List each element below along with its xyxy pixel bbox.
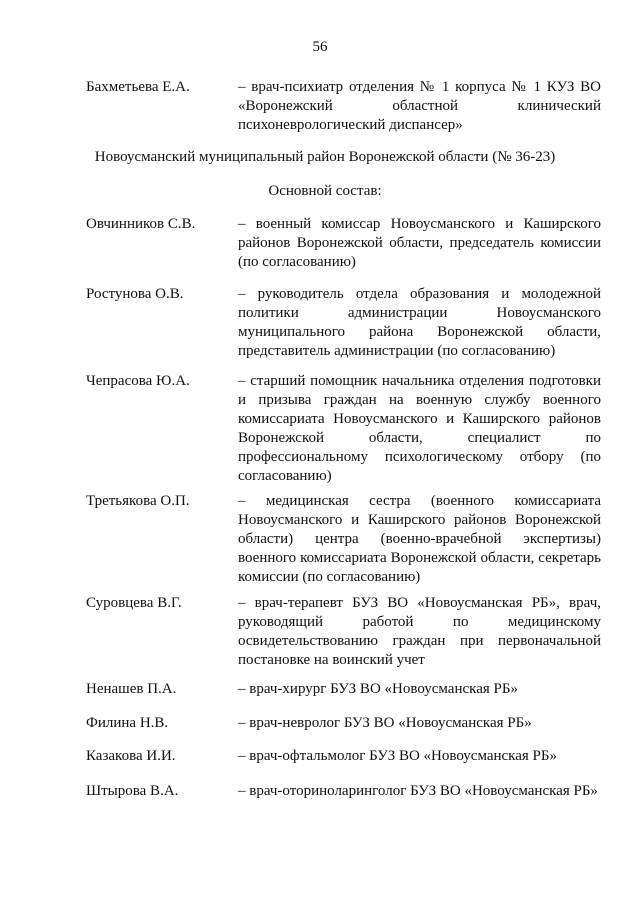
member-role: – врач-невролог БУЗ ВО «Новоусманская РБ»	[238, 715, 532, 731]
member-name: Овчинников С.В.	[86, 216, 196, 232]
member-role: – врач-хирург БУЗ ВО «Новоусманская РБ»	[238, 681, 518, 697]
member-name: Казакова И.И.	[86, 748, 176, 764]
member-role: – врач-оториноларинголог БУЗ ВО «Новоусманская РБ»	[238, 783, 598, 799]
member-role: – старший помощник начальника отделения подготовки и призыва граждан на военную службу военного комиссариата Новоусманского и Каширского районов Воронежской области, специалист по профессиональному психологическому отбору (по согласованию)	[238, 373, 601, 484]
member-role: – врач-офтальмолог БУЗ ВО «Новоусманская РБ»	[238, 748, 557, 764]
member-name: Ростунова О.В.	[86, 286, 184, 302]
member-name: Суровцева В.Г.	[86, 595, 182, 611]
composition-heading: Основной состав:	[268, 183, 382, 199]
member-role: – медицинская сестра (военного комиссариата Новоусманского и Каширского районов Воронежской области) центра (военно-врачебной экспертизы) военного комиссариата Воронежской области, секретарь комиссии (по согласованию)	[238, 493, 601, 585]
member-role: – врач-терапевт БУЗ ВО «Новоусманская РБ», врач, руководящий работой по медицинскому освидетельствованию граждан при первоначальной постановке на воинский учет	[238, 595, 601, 668]
district-heading: Новоусманский муниципальный район Воронежской области (№ 36-23)	[94, 149, 556, 165]
member-name: Штырова В.А.	[86, 783, 179, 799]
member-name: Третьякова О.П.	[86, 493, 190, 509]
member-name: Ненашев П.А.	[86, 681, 177, 697]
member-role: – военный комиссар Новоусманского и Каширского районов Воронежской области, председатель комиссии (по согласованию)	[238, 216, 601, 270]
member-name: Бахметьева Е.А.	[86, 79, 190, 95]
member-name: Чепрасова Ю.А.	[86, 373, 190, 389]
member-role: – врач-психиатр отделения № 1 корпуса № 1 КУЗ ВО «Воронежский областной клинический психоневрологический диспансер»	[238, 79, 601, 133]
page-number: 56	[312, 39, 328, 55]
member-name: Филина Н.В.	[86, 715, 169, 731]
member-role: – руководитель отдела образования и молодежной политики администрации Новоусманского муниципального района Воронежской области, представитель администрации (по согласованию)	[238, 286, 601, 359]
